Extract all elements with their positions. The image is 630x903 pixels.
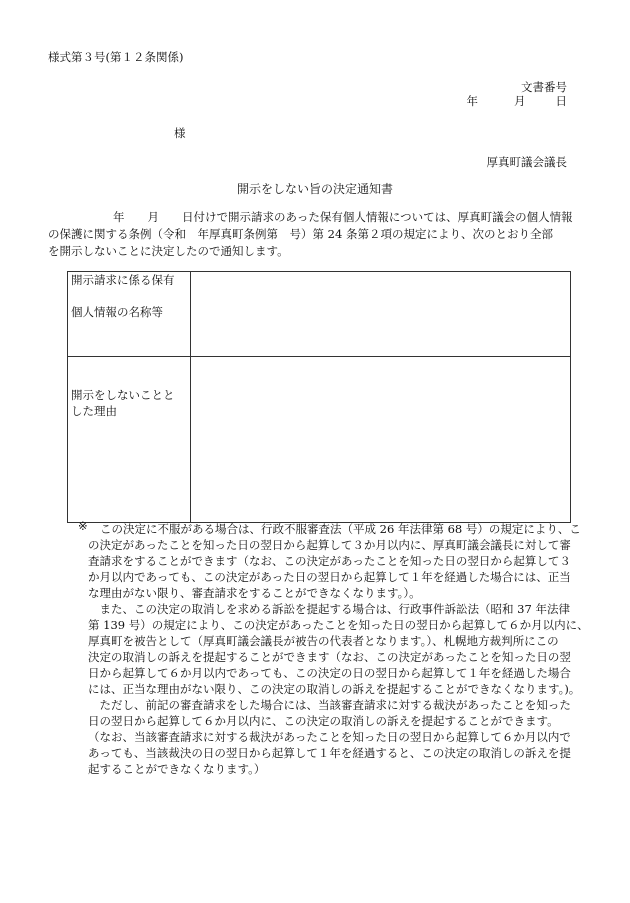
date-year: 年 (466, 94, 478, 108)
table-label-cell (68, 272, 191, 357)
note-line: には、正当な理由がない限り、この決定の取消しの訴えを提起することができなくなります。)。 (88, 682, 581, 696)
note-paragraph (88, 521, 590, 777)
note-line: また、この決定の取消しを求める訴訟を提起する場合は、行政事件訴訟法（昭和 37 年法律 (88, 602, 570, 616)
form-number: 様式第３号(第１２条関係) (48, 50, 184, 64)
note-line: あっても、当該裁決の日の翌日から起算して１年を経過すると、この決定の取消しの訴えを提 (88, 746, 571, 760)
note-line: 日の翌日から起算して６か月以内に、この決定の取消しの訴えを提起することができます。 (88, 714, 559, 728)
table-row (68, 272, 571, 357)
table-label-line: 開示をしないことと (71, 388, 175, 402)
note-line: 起することができなくなります。） (88, 762, 266, 776)
table-label-line: した理由 (71, 403, 117, 418)
table-value-cell[interactable] (191, 357, 571, 523)
note-line: な理由がない限り、審査請求をすることができなくなります。）。 (88, 586, 421, 600)
body-line: の保護に関する条例（令和 年厚真町条例第 号）第 24 条第２項の規定により、次のとおり全部 (48, 227, 553, 241)
note-line: （なお、当該審査請求に対する裁決があったことを知った日の翌日から起算して６か月以内で (88, 730, 571, 744)
date-day: 日 (555, 94, 567, 108)
note-line: 第 139 号）の規定により、この決定があったことを知った日の翌日から起算して６か月以内に、 (88, 618, 589, 632)
note-line: 決定の取消しの訴えを提起することができます（なお、この決定があったことを知った日の翌 (88, 650, 571, 664)
sender-name: 厚真町議会議長 (486, 155, 567, 169)
body-line: を開示しないことに決定したので通知します。 (48, 244, 289, 258)
note-line: 査請求をすることができます（なお、この決定があったことを知った日の翌日から起算して３ (88, 554, 571, 568)
note-line: 厚真町を被告として（厚真町議会議長が被告の代表者となります。）、札幌地方裁判所にこの (88, 634, 559, 648)
document-title: 開示をしない旨の決定通知書 (236, 182, 393, 196)
table-value-cell[interactable] (191, 272, 571, 357)
table-row (68, 357, 571, 523)
recipient-suffix: 様 (174, 126, 186, 140)
table-label-cell (68, 357, 191, 523)
note-line: 日から起算して６か月以内であっても、この決定の日の翌日から起算して１年を経過した場合 (88, 666, 571, 680)
note-mark: ※ (78, 519, 88, 533)
document-number-label: 文書番号 (521, 80, 567, 94)
note-line: の決定があったことを知った日の翌日から起算して３か月以内に、厚真町議会議長に対して審 (88, 538, 571, 552)
note-line: この決定に不服がある場合は、行政不服審査法（平成 26 年法律第 68 号）の規定により、こ (100, 522, 581, 536)
body-line: 年 月 日付けで開示請求のあった保有個人情報については、厚真町議会の個人情報 (90, 210, 573, 224)
table-label-line: 開示請求に係る保有 (71, 273, 175, 287)
date-month: 月 (514, 94, 526, 108)
table-label-line: 個人情報の名称等 (71, 304, 163, 319)
note-line: ただし、前記の審査請求をした場合には、当該審査請求に対する裁決があったことを知った (88, 698, 571, 712)
note-line: か月以内であっても、この決定があった日の翌日から起算して１年を経過した場合には、正当 (88, 570, 571, 584)
date-line (467, 96, 568, 108)
body-paragraph (48, 209, 588, 260)
information-table (67, 271, 571, 523)
